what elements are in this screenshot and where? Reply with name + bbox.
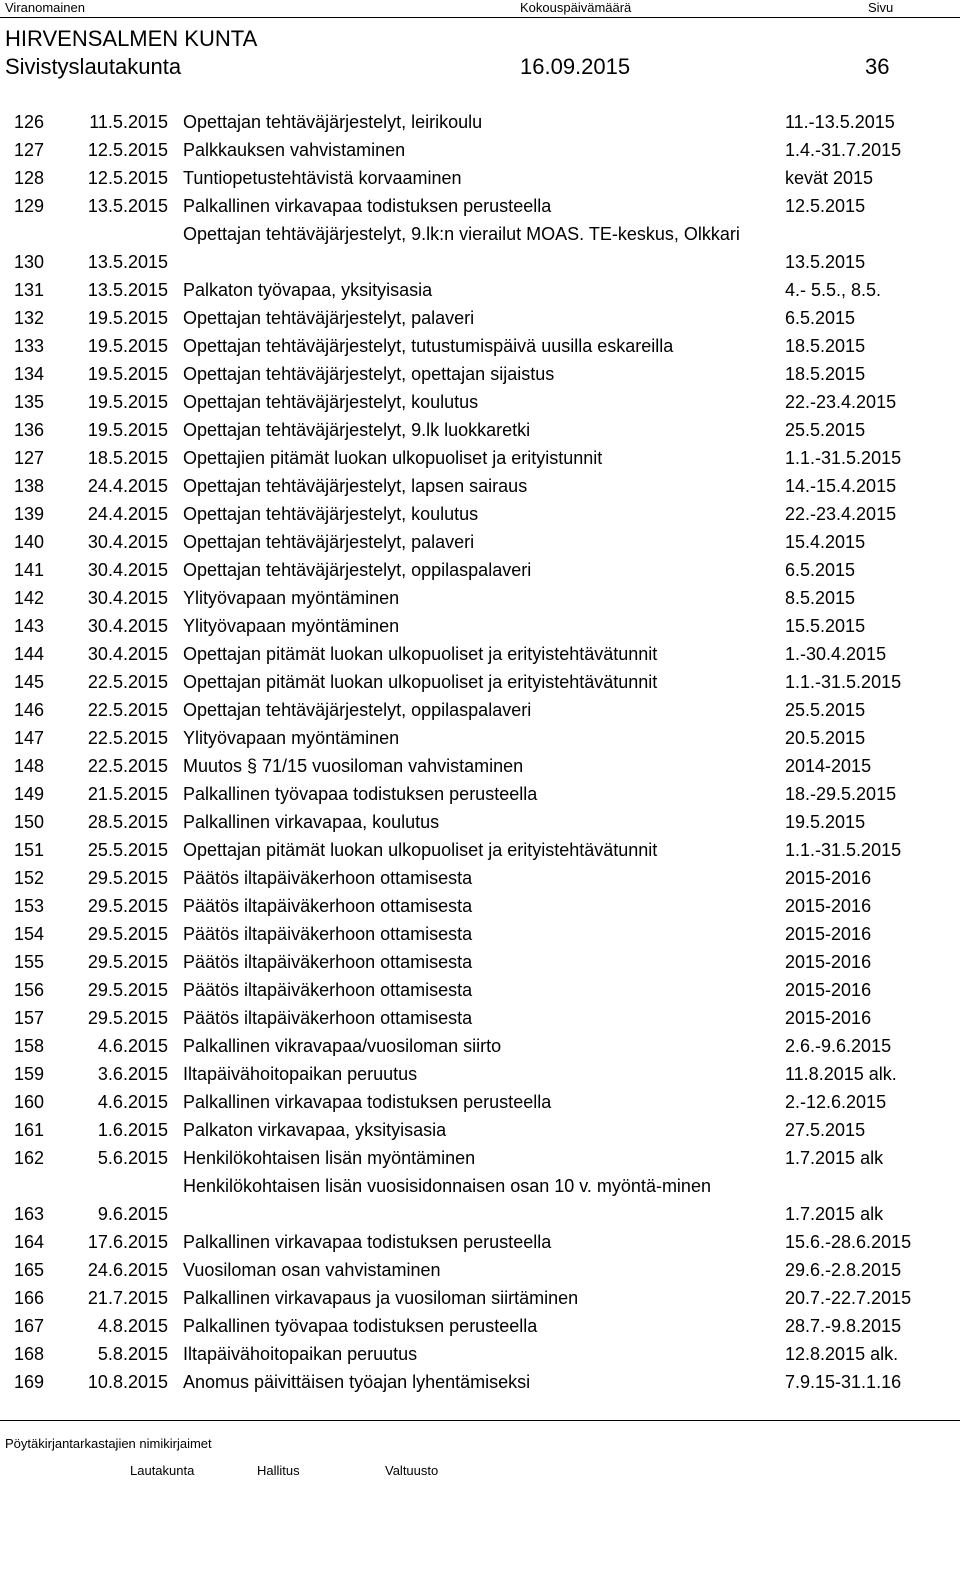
list-item bbox=[0, 108, 960, 136]
decision-number: 126 bbox=[14, 112, 45, 132]
header-labels bbox=[0, 0, 960, 16]
authority-label: Viranomainen bbox=[5, 0, 85, 15]
decision-date: 18.5.2015 bbox=[87, 448, 168, 468]
board-name: Sivistyslautakunta bbox=[5, 54, 182, 79]
decision-period: 22.-23.4.2015 bbox=[785, 504, 897, 524]
decision-number: 161 bbox=[14, 1120, 45, 1140]
decision-date: 22.5.2015 bbox=[87, 728, 168, 748]
list-item bbox=[0, 416, 960, 444]
decision-period: 20.5.2015 bbox=[785, 728, 866, 748]
decision-title: Palkallinen virkavapaa, koulutus bbox=[183, 812, 440, 832]
decision-period: 28.7.-9.8.2015 bbox=[785, 1316, 902, 1336]
list-item bbox=[0, 780, 960, 808]
decision-period: 15.5.2015 bbox=[785, 616, 866, 636]
decision-title: Opettajien pitämät luokan ulkopuoliset ja erityistunnit bbox=[183, 448, 603, 468]
decision-title: Palkaton työvapaa, yksityisasia bbox=[183, 280, 433, 300]
decision-period: 6.5.2015 bbox=[785, 308, 856, 328]
decision-period: 2015-2016 bbox=[785, 896, 872, 916]
decision-title: Opettajan tehtäväjärjestelyt, palaveri bbox=[183, 308, 475, 328]
municipality-name: HIRVENSALMEN KUNTA bbox=[5, 26, 258, 51]
decision-period: 18.5.2015 bbox=[785, 364, 866, 384]
decision-number: 146 bbox=[14, 700, 45, 720]
decision-title: Vuosiloman osan vahvistaminen bbox=[183, 1260, 441, 1280]
decision-number: 139 bbox=[14, 504, 45, 524]
decision-title: Palkallinen vikravapaa/vuosiloman siirto bbox=[183, 1036, 502, 1056]
decision-title: Päätös iltapäiväkerhoon ottamisesta bbox=[183, 1008, 473, 1028]
decision-period: 8.5.2015 bbox=[785, 588, 856, 608]
decision-title: Opettajan tehtäväjärjestelyt, 9.lk:n vierailut MOAS. TE-keskus, Olkkari bbox=[183, 224, 740, 244]
decision-number: 143 bbox=[14, 616, 45, 636]
decision-title: Ylityövapaan myöntäminen bbox=[183, 588, 400, 608]
decision-number: 127 bbox=[14, 140, 45, 160]
decision-date: 19.5.2015 bbox=[87, 336, 168, 356]
decision-title: Päätös iltapäiväkerhoon ottamisesta bbox=[183, 924, 473, 944]
decision-title: Opettajan tehtäväjärjestelyt, palaveri bbox=[183, 532, 475, 552]
decision-period: 1.-30.4.2015 bbox=[785, 644, 887, 664]
list-item bbox=[0, 192, 960, 220]
meeting-date: 16.09.2015 bbox=[520, 54, 631, 79]
list-item bbox=[0, 1116, 960, 1144]
decision-number: 140 bbox=[14, 532, 45, 552]
decision-number: 131 bbox=[14, 280, 45, 300]
footer-divider bbox=[0, 1420, 960, 1421]
decision-date: 19.5.2015 bbox=[87, 420, 168, 440]
decision-date: 13.5.2015 bbox=[87, 252, 168, 272]
decision-date: 29.5.2015 bbox=[87, 868, 168, 888]
decision-date: 19.5.2015 bbox=[87, 308, 168, 328]
list-item bbox=[0, 864, 960, 892]
decision-date: 11.5.2015 bbox=[89, 112, 168, 132]
decision-date: 30.4.2015 bbox=[87, 616, 168, 636]
decision-title: Opettajan tehtäväjärjestelyt, koulutus bbox=[183, 392, 479, 412]
decision-title: Päätös iltapäiväkerhoon ottamisesta bbox=[183, 868, 473, 888]
decision-period: 2015-2016 bbox=[785, 924, 872, 944]
decision-number: 142 bbox=[14, 588, 45, 608]
decision-date: 10.8.2015 bbox=[87, 1372, 168, 1392]
decision-period: 2014-2015 bbox=[785, 756, 872, 776]
list-item bbox=[0, 360, 960, 388]
decision-number: 155 bbox=[14, 952, 45, 972]
decision-period: 2015-2016 bbox=[785, 868, 872, 888]
list-item bbox=[0, 528, 960, 556]
decision-title: Opettajan pitämät luokan ulkopuoliset ja erityistehtävätunnit bbox=[183, 644, 658, 664]
list-item bbox=[0, 1256, 960, 1284]
decision-period: 2015-2016 bbox=[785, 952, 872, 972]
list-item bbox=[0, 1172, 960, 1228]
decision-number: 128 bbox=[14, 168, 45, 188]
list-item bbox=[0, 1284, 960, 1312]
decision-period: 12.8.2015 alk. bbox=[785, 1344, 899, 1364]
decision-number: 141 bbox=[14, 560, 45, 580]
decision-period: 19.5.2015 bbox=[785, 812, 866, 832]
decision-period: 22.-23.4.2015 bbox=[785, 392, 897, 412]
list-item bbox=[0, 808, 960, 836]
decision-date: 5.8.2015 bbox=[97, 1344, 168, 1364]
decision-date: 30.4.2015 bbox=[87, 644, 168, 664]
decision-title: Palkallinen virkavapaa todistuksen perusteella bbox=[183, 1092, 552, 1112]
list-item bbox=[0, 1340, 960, 1368]
decision-number: 157 bbox=[14, 1008, 45, 1028]
decision-period: 2.-12.6.2015 bbox=[785, 1092, 887, 1112]
decision-title: Ylityövapaan myöntäminen bbox=[183, 616, 400, 636]
list-item bbox=[0, 276, 960, 304]
decision-period: 7.9.15-31.1.16 bbox=[785, 1372, 902, 1392]
decision-title: Tuntiopetustehtävistä korvaaminen bbox=[183, 168, 462, 188]
decision-period: 15.6.-28.6.2015 bbox=[785, 1232, 912, 1252]
footer-title: Pöytäkirjantarkastajien nimikirjaimet bbox=[5, 1436, 212, 1451]
decision-period: 1.7.2015 alk bbox=[785, 1204, 884, 1224]
decision-number: 160 bbox=[14, 1092, 45, 1112]
decision-title: Henkilökohtaisen lisän myöntäminen bbox=[183, 1148, 476, 1168]
decision-period: 18.-29.5.2015 bbox=[785, 784, 897, 804]
decision-list bbox=[0, 108, 960, 1396]
header-divider bbox=[0, 17, 960, 18]
decision-number: 164 bbox=[14, 1232, 45, 1252]
decision-date: 29.5.2015 bbox=[87, 924, 168, 944]
list-item bbox=[0, 1144, 960, 1172]
decision-date: 29.5.2015 bbox=[87, 896, 168, 916]
decision-number: 129 bbox=[14, 196, 45, 216]
list-item bbox=[0, 724, 960, 752]
list-item bbox=[0, 500, 960, 528]
list-item bbox=[0, 920, 960, 948]
decision-period: 1.1.-31.5.2015 bbox=[785, 672, 902, 692]
decision-period: 27.5.2015 bbox=[785, 1120, 866, 1140]
decision-title: Palkallinen virkavapaa todistuksen perusteella bbox=[183, 1232, 552, 1252]
list-item bbox=[0, 1088, 960, 1116]
decision-title: Henkilökohtaisen lisän vuosisidonnaisen osan 10 v. myöntä-minen bbox=[183, 1176, 711, 1196]
decision-number: 150 bbox=[14, 812, 45, 832]
decision-date: 1.6.2015 bbox=[97, 1120, 168, 1140]
decision-period: 13.5.2015 bbox=[785, 252, 866, 272]
decision-date: 19.5.2015 bbox=[87, 392, 168, 412]
decision-number: 166 bbox=[14, 1288, 45, 1308]
decision-period: 6.5.2015 bbox=[785, 560, 856, 580]
decision-number: 156 bbox=[14, 980, 45, 1000]
decision-date: 5.6.2015 bbox=[97, 1148, 168, 1168]
list-item bbox=[0, 1312, 960, 1340]
list-item bbox=[0, 584, 960, 612]
decision-date: 25.5.2015 bbox=[87, 840, 168, 860]
decision-date: 13.5.2015 bbox=[87, 280, 168, 300]
decision-number: 158 bbox=[14, 1036, 45, 1056]
decision-date: 28.5.2015 bbox=[87, 812, 168, 832]
decision-date: 9.6.2015 bbox=[97, 1204, 168, 1224]
footer-board-label: Lautakunta bbox=[130, 1463, 195, 1478]
decision-number: 162 bbox=[14, 1148, 45, 1168]
decision-date: 21.7.2015 bbox=[87, 1288, 168, 1308]
decision-number: 151 bbox=[14, 840, 45, 860]
decision-title: Ylityövapaan myöntäminen bbox=[183, 728, 400, 748]
decision-period: kevät 2015 bbox=[785, 168, 874, 188]
list-item bbox=[0, 472, 960, 500]
decision-title: Palkallinen virkavapaus ja vuosiloman siirtäminen bbox=[183, 1288, 579, 1308]
decision-date: 4.8.2015 bbox=[97, 1316, 168, 1336]
list-item bbox=[0, 444, 960, 472]
decision-title: Opettajan tehtäväjärjestelyt, koulutus bbox=[183, 504, 479, 524]
decision-date: 24.6.2015 bbox=[87, 1260, 168, 1280]
decision-date: 22.5.2015 bbox=[87, 672, 168, 692]
decision-number: 153 bbox=[14, 896, 45, 916]
decision-date: 4.6.2015 bbox=[97, 1036, 168, 1056]
decision-period: 11.-13.5.2015 bbox=[785, 112, 895, 132]
list-item bbox=[0, 1032, 960, 1060]
decision-number: 159 bbox=[14, 1064, 45, 1084]
decision-title: Opettajan tehtäväjärjestelyt, oppilaspalaveri bbox=[183, 560, 532, 580]
decision-date: 22.5.2015 bbox=[87, 700, 168, 720]
decision-number: 154 bbox=[14, 924, 45, 944]
list-item bbox=[0, 220, 960, 276]
decision-period: 2015-2016 bbox=[785, 980, 872, 1000]
decision-number: 148 bbox=[14, 756, 45, 776]
decision-period: 11.8.2015 alk. bbox=[785, 1064, 897, 1084]
decision-title: Opettajan pitämät luokan ulkopuoliset ja erityistehtävätunnit bbox=[183, 840, 658, 860]
decision-title: Opettajan tehtäväjärjestelyt, oppilaspalaveri bbox=[183, 700, 532, 720]
list-item bbox=[0, 612, 960, 640]
decision-title: Päätös iltapäiväkerhoon ottamisesta bbox=[183, 952, 473, 972]
decision-number: 127 bbox=[14, 448, 45, 468]
decision-number: 145 bbox=[14, 672, 45, 692]
decision-date: 17.6.2015 bbox=[87, 1232, 168, 1252]
decision-date: 24.4.2015 bbox=[87, 504, 168, 524]
decision-number: 165 bbox=[14, 1260, 45, 1280]
list-item bbox=[0, 1228, 960, 1256]
list-item bbox=[0, 640, 960, 668]
decision-title: Palkallinen virkavapaa todistuksen perusteella bbox=[183, 196, 552, 216]
list-item bbox=[0, 948, 960, 976]
list-item bbox=[0, 136, 960, 164]
list-item bbox=[0, 1060, 960, 1088]
decision-title: Opettajan tehtäväjärjestelyt, leirikoulu bbox=[183, 112, 483, 132]
decision-title: Opettajan tehtäväjärjestelyt, 9.lk luokkaretki bbox=[183, 420, 531, 440]
list-item bbox=[0, 1368, 960, 1396]
decision-number: 169 bbox=[14, 1372, 45, 1392]
decision-date: 3.6.2015 bbox=[97, 1064, 168, 1084]
decision-title: Anomus päivittäisen työajan lyhentämiseksi bbox=[183, 1372, 531, 1392]
list-item bbox=[0, 976, 960, 1004]
decision-title: Palkaton virkavapaa, yksityisasia bbox=[183, 1120, 447, 1140]
decision-date: 4.6.2015 bbox=[97, 1092, 168, 1112]
decision-period: 12.5.2015 bbox=[785, 196, 866, 216]
list-item bbox=[0, 388, 960, 416]
decision-date: 30.4.2015 bbox=[87, 560, 168, 580]
decision-title: Opettajan tehtäväjärjestelyt, opettajan sijaistus bbox=[183, 364, 555, 384]
decision-date: 24.4.2015 bbox=[87, 476, 168, 496]
page-number: 36 bbox=[865, 54, 890, 79]
decision-number: 167 bbox=[14, 1316, 45, 1336]
list-item bbox=[0, 668, 960, 696]
decision-title: Muutos § 71/15 vuosiloman vahvistaminen bbox=[183, 756, 524, 776]
decision-period: 20.7.-22.7.2015 bbox=[785, 1288, 912, 1308]
decision-period: 1.1.-31.5.2015 bbox=[785, 448, 902, 468]
decision-period: 25.5.2015 bbox=[785, 700, 866, 720]
decision-number: 138 bbox=[14, 476, 45, 496]
list-item bbox=[0, 836, 960, 864]
decision-period: 18.5.2015 bbox=[785, 336, 866, 356]
decision-date: 30.4.2015 bbox=[87, 588, 168, 608]
list-item bbox=[0, 164, 960, 192]
decision-date: 13.5.2015 bbox=[87, 196, 168, 216]
decision-date: 12.5.2015 bbox=[87, 168, 168, 188]
decision-number: 152 bbox=[14, 868, 45, 888]
decision-title: Opettajan pitämät luokan ulkopuoliset ja erityistehtävätunnit bbox=[183, 672, 658, 692]
decision-date: 30.4.2015 bbox=[87, 532, 168, 552]
decision-period: 25.5.2015 bbox=[785, 420, 866, 440]
decision-title: Palkkauksen vahvistaminen bbox=[183, 140, 406, 160]
decision-number: 163 bbox=[14, 1204, 45, 1224]
list-item bbox=[0, 1004, 960, 1032]
decision-title: Palkallinen työvapaa todistuksen perusteella bbox=[183, 784, 538, 804]
decision-number: 133 bbox=[14, 336, 45, 356]
decision-date: 19.5.2015 bbox=[87, 364, 168, 384]
decision-date: 22.5.2015 bbox=[87, 756, 168, 776]
decision-number: 132 bbox=[14, 308, 45, 328]
decision-number: 130 bbox=[14, 252, 45, 272]
decision-number: 135 bbox=[14, 392, 45, 412]
decision-period: 2015-2016 bbox=[785, 1008, 872, 1028]
decision-period: 29.6.-2.8.2015 bbox=[785, 1260, 902, 1280]
footer-government-label: Hallitus bbox=[257, 1463, 300, 1478]
decision-date: 29.5.2015 bbox=[87, 1008, 168, 1028]
decision-title: Iltapäivähoitopaikan peruutus bbox=[183, 1064, 418, 1084]
decision-date: 29.5.2015 bbox=[87, 952, 168, 972]
decision-number: 136 bbox=[14, 420, 45, 440]
decision-period: 1.1.-31.5.2015 bbox=[785, 840, 902, 860]
page-label: Sivu bbox=[868, 0, 894, 15]
decision-title: Opettajan tehtäväjärjestelyt, tutustumispäivä uusilla eskareilla bbox=[183, 336, 674, 356]
decision-period: 2.6.-9.6.2015 bbox=[785, 1036, 892, 1056]
list-item bbox=[0, 304, 960, 332]
list-item bbox=[0, 892, 960, 920]
decision-period: 14.-15.4.2015 bbox=[785, 476, 897, 496]
list-item bbox=[0, 752, 960, 780]
list-item bbox=[0, 556, 960, 584]
decision-date: 21.5.2015 bbox=[87, 784, 168, 804]
decision-title: Iltapäivähoitopaikan peruutus bbox=[183, 1344, 418, 1364]
decision-number: 168 bbox=[14, 1344, 45, 1364]
decision-title: Palkallinen työvapaa todistuksen perusteella bbox=[183, 1316, 538, 1336]
decision-number: 149 bbox=[14, 784, 45, 804]
decision-title: Opettajan tehtäväjärjestelyt, lapsen sairaus bbox=[183, 476, 528, 496]
list-item bbox=[0, 332, 960, 360]
decision-period: 1.4.-31.7.2015 bbox=[785, 140, 902, 160]
decision-date: 12.5.2015 bbox=[87, 140, 168, 160]
footer-council-label: Valtuusto bbox=[385, 1463, 439, 1478]
decision-number: 134 bbox=[14, 364, 45, 384]
decision-title: Päätös iltapäiväkerhoon ottamisesta bbox=[183, 980, 473, 1000]
decision-number: 144 bbox=[14, 644, 45, 664]
decision-title: Päätös iltapäiväkerhoon ottamisesta bbox=[183, 896, 473, 916]
decision-number: 147 bbox=[14, 728, 45, 748]
meeting-date-label: Kokouspäivämäärä bbox=[520, 0, 632, 15]
decision-date: 29.5.2015 bbox=[87, 980, 168, 1000]
decision-period: 15.4.2015 bbox=[785, 532, 866, 552]
decision-period: 1.7.2015 alk bbox=[785, 1148, 884, 1168]
list-item bbox=[0, 696, 960, 724]
decision-period: 4.- 5.5., 8.5. bbox=[785, 280, 882, 300]
